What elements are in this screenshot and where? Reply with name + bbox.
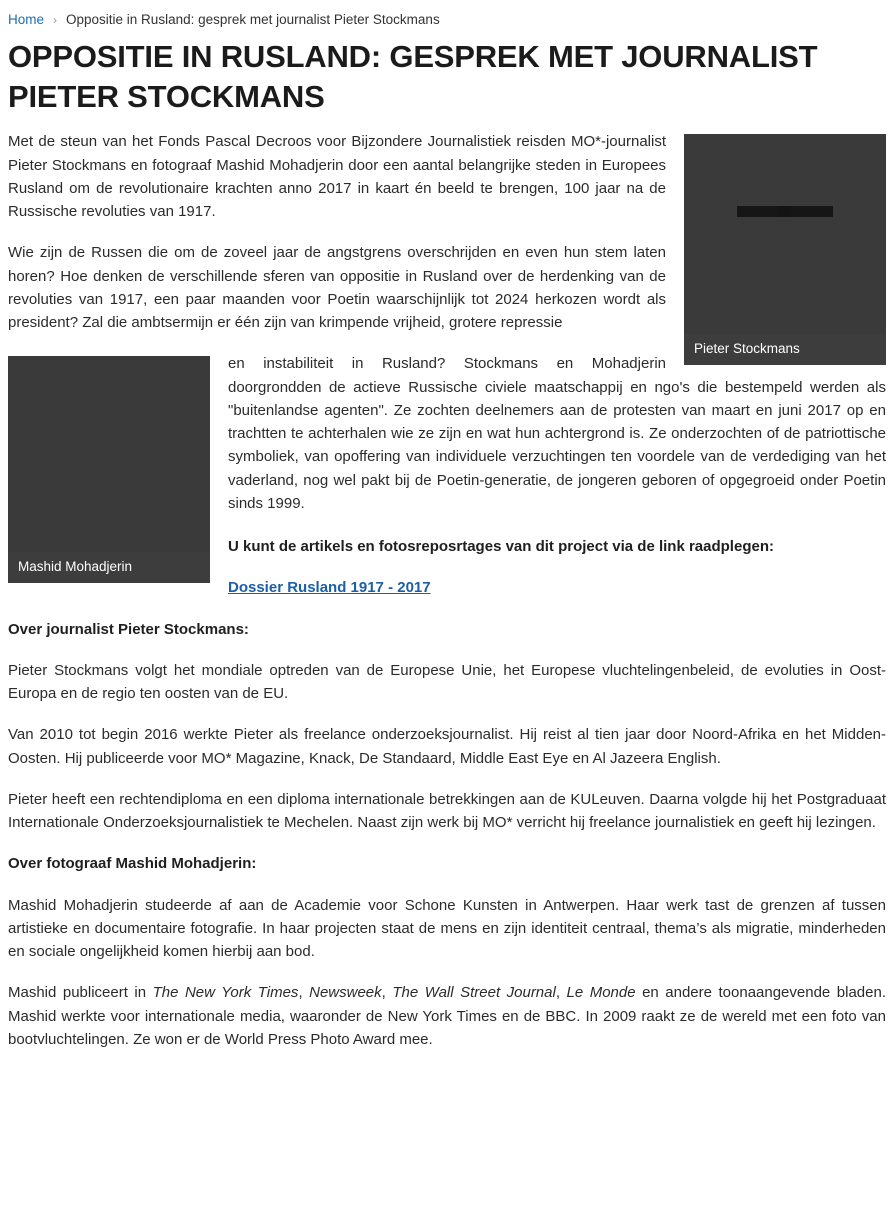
intro-paragraph-2: Wie zijn de Russen die om de zoveel jaar de angstgrens overschrijden en even hun stem laten horen? Hoe denken de verschillende sferen van oppositie in Rusland over de herdenking van de revoluties van 1917, een paar maanden voor Poetin waarschijnlijk tot 2024 herkozen wordt als president? Zal die ambtsermijn er één zijn van krimpende vrijheid, grotere repressie (8, 244, 666, 332)
separator: , (381, 984, 393, 1002)
separator: , (298, 984, 310, 1002)
publication-name: Newsweek (309, 984, 382, 1002)
figure-caption: Mashid Mohadjerin (8, 552, 210, 583)
photographer-p2-post: en andere toonaangevende bladen. Mashid werkte voor internationale media, waaronder de New York Times en de BBC. In 2009 raakt ze de wereld met een foto van bootvluchtelingen. Ze won er de World Press Photo Award mee. (8, 984, 886, 1048)
intro-paragraph-1: Met de steun van het Fonds Pascal Decroos voor Bijzondere Journalistiek reisden MO*-journalist Pieter Stockmans en fotograaf Mashid Mohadjerin door een aantal belangrijke steden in Europees Rusland om de revolutionaire krachten anno 2017 in kaart én beeld te brengen, 100 jaar na de Russische revoluties van 1917. (8, 133, 666, 221)
journalist-paragraph-3: Pieter heeft een rechtendiploma en een diploma internationale betrekkingen aan de KULeuven. Daarna volgde hij het Postgraduaat Internationale Onderzoeksjournalistiek te Mechelen. Naast zijn werk bij MO* verricht hij freelance journalistiek en geeft hij lezingen. (8, 790, 886, 832)
breadcrumb (8, 10, 886, 31)
figure-caption: Pieter Stockmans (684, 334, 886, 365)
publication-name: The Wall Street Journal (392, 984, 556, 1002)
figure-mashid-mohadjerin (8, 356, 210, 583)
page-title: OPPOSITIE IN RUSLAND: GESPREK MET JOURNALIST PIETER STOCKMANS (8, 38, 818, 114)
journalist-paragraph-2: Van 2010 tot begin 2016 werkte Pieter als freelance onderzoeksjournalist. Hij reist al tien jaar door Noord-Afrika en het Midden-Oosten. Hij publiceerde voor MO* Magazine, Knack, De Standaard, Middle East Eye en Al Jazeera English. (8, 726, 886, 767)
journalist-paragraph-1: Pieter Stockmans volgt het mondiale optreden van de Europese Unie, het Europese vluchtelingenbeleid, de evoluties in Oost-Europa en de regio ten oosten van de EU. (8, 661, 886, 703)
separator: , (555, 984, 567, 1002)
intro-paragraph-3: en instabiliteit in Rusland? Stockmans en Mohadjerin doorgrondden de actieve Russische civiele maatschappij en ngo's die bestempeld werden als "buitenlandse agenten". Ze zochten deelnemers aan de protesten van maart en juni 2017 op en trachtten te achterhalen wie ze zijn en wat hun achtergrond is. Ze onderzochten of de patriottische symboliek, van opoffering van individuele verzuchtingen ten voordele van de verdediging van het vaderland, nog wel pakt bij de Poetin-generatie, de jongeren geboren of opgegroeid onder Poetin sinds 1999. (228, 355, 886, 512)
photographer-paragraph-1: Mashid Mohadjerin studeerde af aan de Academie voor Schone Kunsten in Antwerpen. Haar werk tast de grenzen af tussen artistieke en documentaire fotografie. In haar projecten staat de mens en zijn identiteit centraal, thema’s als migratie, minderheden en sociale ongelijkheid komen hierbij aan bod. (8, 896, 886, 961)
section-heading-journalist: Over journalist Pieter Stockmans: (8, 620, 249, 638)
breadcrumb-current: Oppositie in Rusland: gesprek met journalist Pieter Stockmans (66, 12, 440, 27)
breadcrumb-separator-icon: › (53, 13, 58, 28)
figure-pieter-stockmans (684, 134, 886, 365)
breadcrumb-home-link[interactable]: Home (8, 12, 45, 27)
publication-name: Le Monde (566, 984, 636, 1002)
section-heading-photographer: Over fotograaf Mashid Mohadjerin: (8, 855, 257, 873)
cta-text: U kunt de artikels en fotosreposrtages van dit project via de link raadplegen: (228, 538, 774, 556)
portrait-pieter-stockmans-image (684, 134, 886, 334)
dossier-link[interactable]: Dossier Rusland 1917 - 2017 (228, 579, 431, 597)
publication-name: The New York Times (152, 984, 299, 1002)
photographer-p2-pre: Mashid publiceert in (8, 984, 153, 1002)
photographer-paragraph-2 (8, 981, 886, 1051)
portrait-mashid-mohadjerin-image (8, 356, 210, 552)
